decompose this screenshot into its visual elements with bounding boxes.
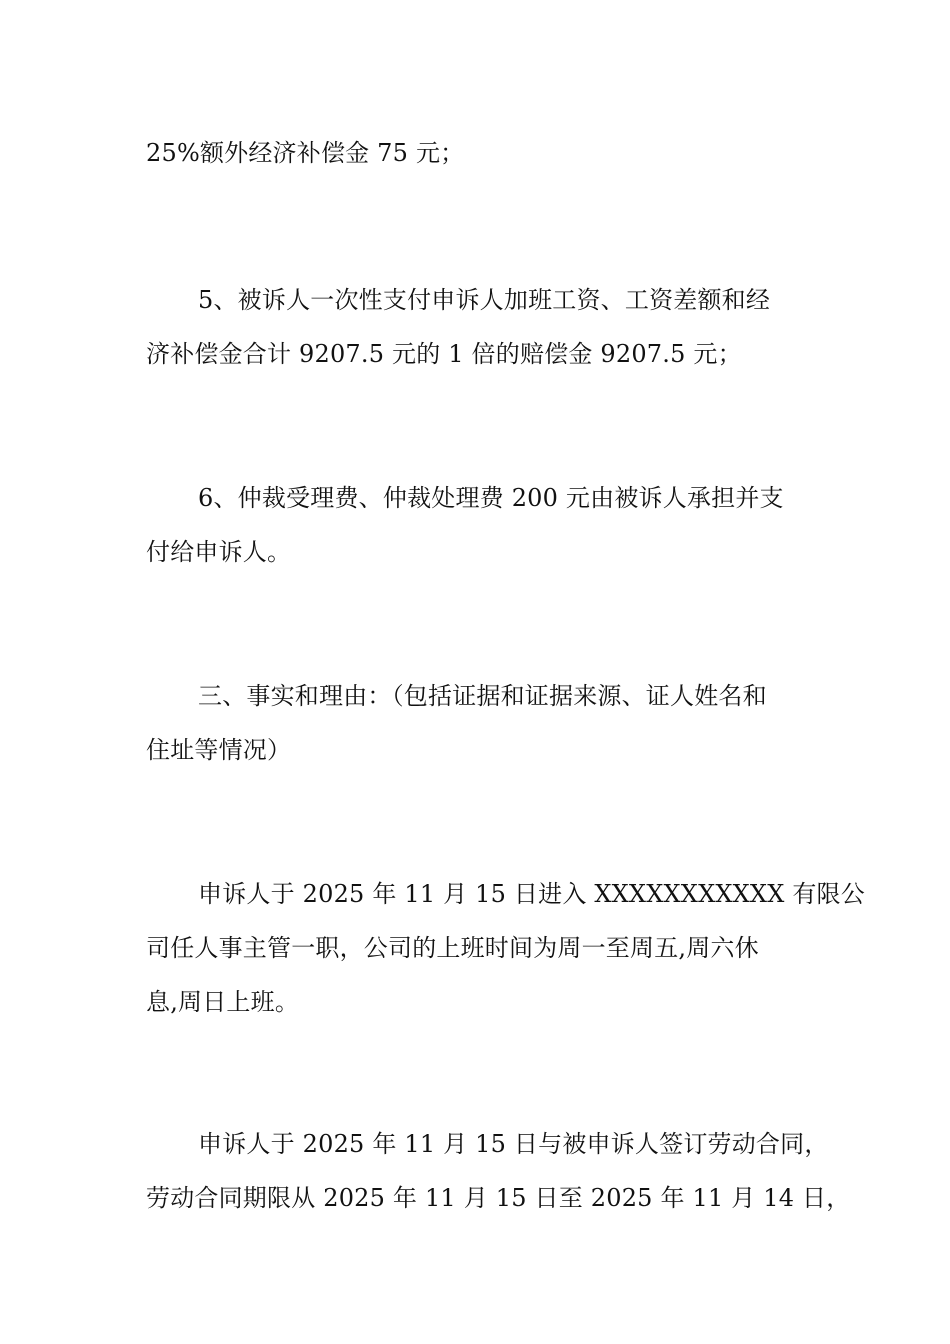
paragraph-labor-contract xyxy=(146,1117,851,1225)
text-line: 息,周日上班。 xyxy=(146,988,300,1016)
text-line: 6、仲裁受理费、仲裁处理费 200 元由被诉人承担并支 xyxy=(198,484,784,512)
paragraph-employment-start xyxy=(146,867,865,1029)
text-line: 住址等情况） xyxy=(146,736,292,764)
text-line: 5、被诉人一次性支付申诉人加班工资、工资差额和经 xyxy=(198,286,771,314)
text-line: 济补偿金合计 9207.5 元的 1 倍的赔偿金 9207.5 元； xyxy=(146,340,742,368)
text-line: 付给申诉人。 xyxy=(146,538,292,566)
text-line: 三、事实和理由：（包括证据和证据来源、证人姓名和 xyxy=(198,682,767,710)
paragraph-compensation-continued xyxy=(146,126,814,180)
text-line: 申诉人于 2025 年 11 月 15 日与被申诉人签订劳动合同， xyxy=(198,1130,829,1158)
text-line: 申诉人于 2025 年 11 月 15 日进入 XXXXXXXXXXX 有限公 xyxy=(198,880,865,908)
paragraph-item-6 xyxy=(146,471,814,579)
text-line: 司任人事主管一职，公司的上班时间为周一至周五,周六休 xyxy=(146,934,759,962)
text-line: 劳动合同期限从 2025 年 11 月 15 日至 2025 年 11 月 14 日， xyxy=(146,1184,851,1212)
paragraph-item-5 xyxy=(146,273,814,381)
text-line: 25%额外经济补偿金 75 元； xyxy=(146,139,465,167)
section-heading-facts-and-reasons xyxy=(146,669,814,777)
